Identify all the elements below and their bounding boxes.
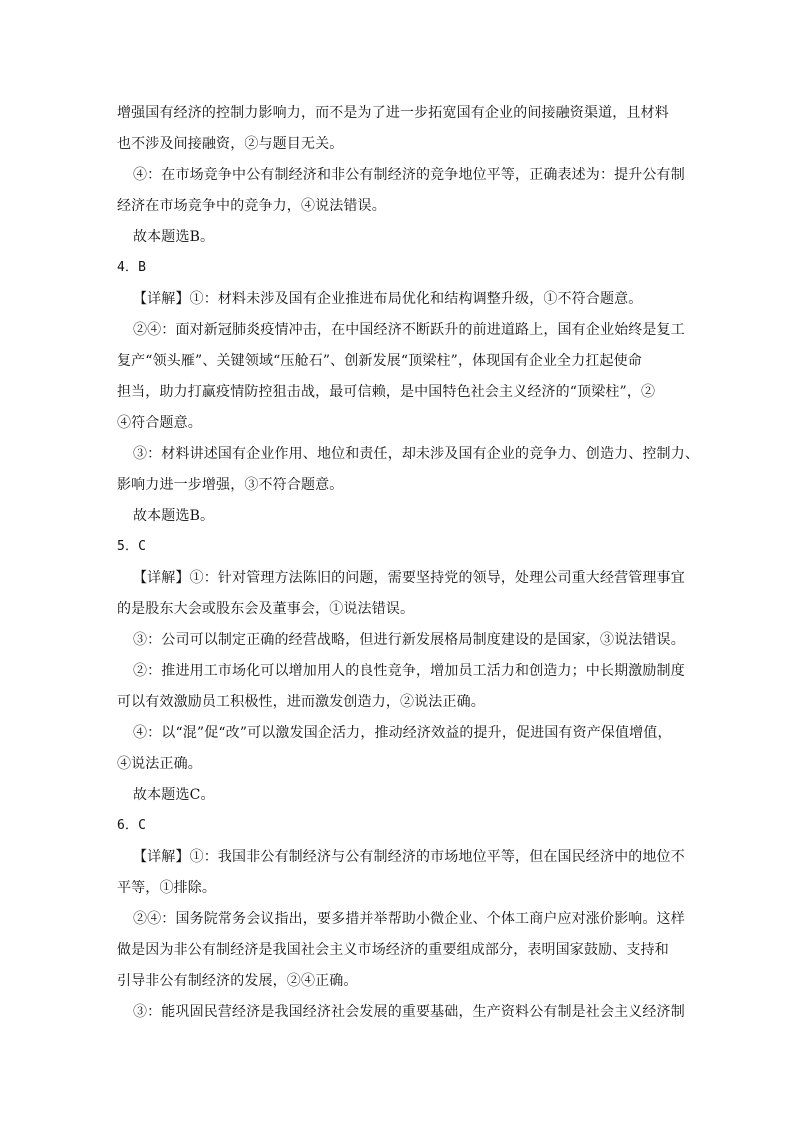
text-line: 故本题选B。 (133, 229, 215, 245)
text-line: ④符合题意。 (117, 415, 202, 431)
text-line: 故本题选C。 (133, 787, 215, 803)
text-line: 平等，①排除。 (117, 880, 217, 896)
text-line: ②：推进用工市场化可以增加用人的良性竞争，增加员工活力和创造力；中长期激励制度 (133, 663, 685, 679)
text-line: ②④：面对新冠肺炎疫情冲击，在中国经济不断跃升的前进道路上，国有企业始终是复工 (133, 322, 685, 338)
text-line: 也不涉及间接融资，②与题目无关。 (117, 136, 344, 152)
text-line: ③：公司可以制定正确的经营战略，但进行新发展格局制度建设的是国家，③说法错误。 (133, 632, 685, 648)
text-line: 引导非公有制经济的发展，②④正确。 (117, 973, 358, 989)
text-line: 的是股东大会或股东会及董事会，①说法错误。 (117, 601, 415, 617)
text-line: 增强国有经济的控制力影响力，而不是为了进一步拓宽国有企业的间接融资渠道，且材料 (117, 105, 669, 121)
text-line: ②④：国务院常务会议指出，要多措并举帮助小微企业、个体工商户应对涨价影响。这样 (133, 911, 685, 927)
text-line: 影响力进一步增强，③不符合题意。 (117, 477, 344, 493)
text-line: 可以有效激励员工积极性，进而激发创造力，②说法正确。 (117, 694, 485, 710)
question-number: 5．C (117, 539, 147, 554)
text-line: ④：在市场竞争中公有制经济和非公有制经济的竞争地位平等，正确表述为：提升公有制 (133, 167, 685, 183)
text-line: 故本题选B。 (133, 508, 215, 524)
text-line: 做是因为非公有制经济是我国社会主义市场经济的重要组成部分，表明国家鼓励、支持和 (117, 942, 669, 958)
text-line: 【详解】①：材料未涉及国有企业推进布局优化和结构调整升级，①不符合题意。 (133, 291, 643, 307)
text-line: 担当，助力打赢疫情防控狙击战，最可信赖，是中国特色社会主义经济的“顶梁柱”，② (117, 384, 656, 400)
text-line: ③：材料讲述国有企业作用、地位和责任，却未涉及国有企业的竞争力、创造力、控制力、 (133, 446, 699, 462)
text-line: 【详解】①：我国非公有制经济与公有制经济的市场地位平等，但在国民经济中的地位不 (133, 849, 685, 865)
question-number: 4．B (117, 260, 147, 275)
text-line: 复产“领头雁”、关键领域“压舱石”、创新发展“顶梁柱”，体现国有企业全力扛起使命 (117, 353, 642, 369)
text-line: ③：能巩固民营经济是我国经济社会发展的重要基础，生产资料公有制是社会主义经济制 (133, 1004, 685, 1020)
text-line: 【详解】①：针对管理方法陈旧的问题，需要坚持党的领导，处理公司重大经营管理事宜 (133, 570, 685, 586)
question-number: 6．C (117, 818, 147, 833)
text-line: ④：以“混”促“改”可以激发国企活力，推动经济效益的提升，促进国有资产保值增值， (133, 725, 672, 741)
text-line: 经济在市场竞争中的竞争力，④说法错误。 (117, 198, 386, 214)
text-line: ④说法正确。 (117, 756, 202, 772)
